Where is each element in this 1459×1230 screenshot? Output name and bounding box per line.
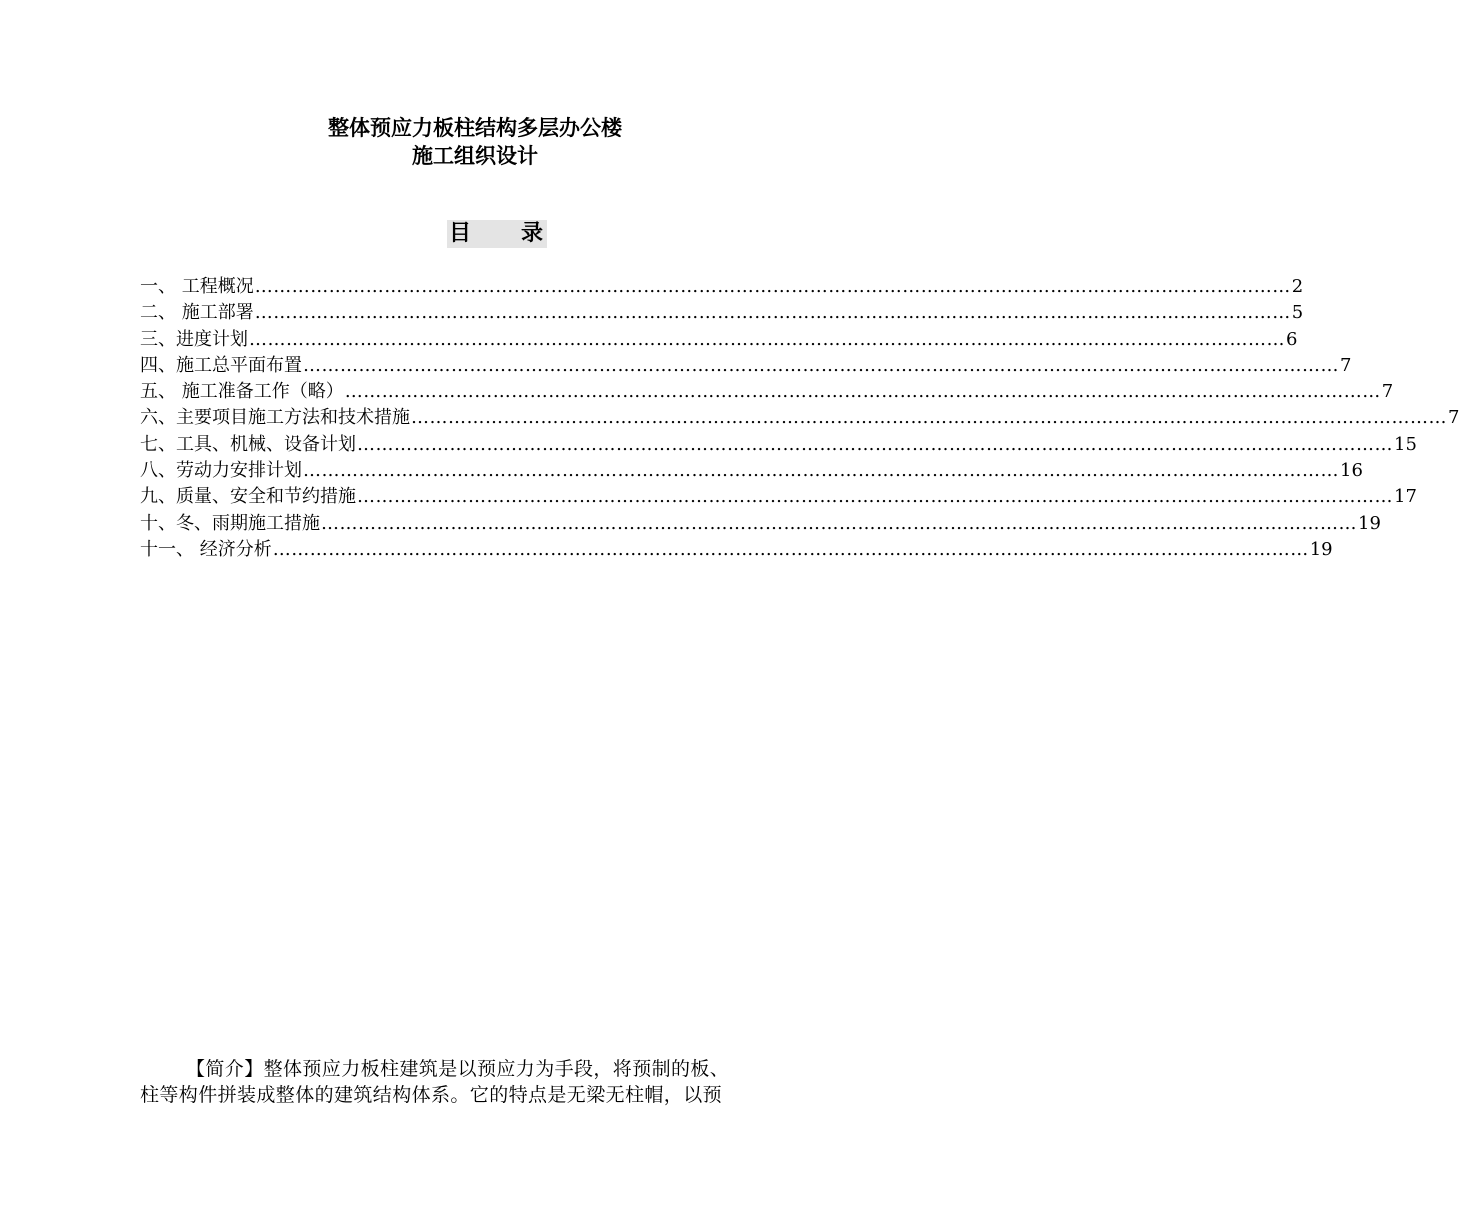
intro-line-1 <box>140 1056 812 1082</box>
toc-entry-page: 7 <box>1448 407 1459 429</box>
toc-heading <box>447 220 547 248</box>
table-of-contents <box>140 274 1459 563</box>
toc-entry[interactable] <box>140 405 1459 431</box>
toc-entry[interactable] <box>140 353 1352 379</box>
toc-entry-page: 7 <box>1340 354 1352 376</box>
toc-entry[interactable] <box>140 327 1298 353</box>
document-subtitle: 施工组织设计 <box>412 144 538 168</box>
toc-entry[interactable] <box>140 432 1417 458</box>
toc-entry-page: 7 <box>1381 381 1394 403</box>
toc-dot-leader: …………………………………………………………………………………………………………………………………………………… <box>254 302 1291 324</box>
toc-entry[interactable] <box>140 274 1304 300</box>
toc-entry[interactable] <box>140 511 1381 537</box>
toc-entry-page: 19 <box>1358 512 1381 534</box>
toc-dot-leader: …………………………………………………………………………………………………………………………………………………… <box>272 538 1309 560</box>
intro-line-2: 柱等构件拼装成整体的建筑结构体系。它的特点是无梁无柱帽，以预 <box>140 1084 723 1106</box>
toc-entry-page: 6 <box>1286 328 1298 350</box>
toc-dot-leader: …………………………………………………………………………………………………………………………………………………… <box>411 407 1447 429</box>
toc-dot-leader: …………………………………………………………………………………………………………………………………………………… <box>303 460 1339 482</box>
document-title: 整体预应力板柱结构多层办公楼 <box>328 116 622 140</box>
toc-entry-page: 16 <box>1340 460 1363 482</box>
toc-dot-leader: …………………………………………………………………………………………………………………………………………………… <box>254 276 1291 297</box>
toc-heading-char-1: 目 <box>449 221 472 246</box>
toc-entry[interactable] <box>140 537 1333 563</box>
toc-entry[interactable] <box>140 458 1363 484</box>
toc-entry-label: 六、主要项目施工方法和技术措施 <box>140 407 410 429</box>
toc-entry[interactable] <box>140 484 1417 510</box>
toc-dot-leader: …………………………………………………………………………………………………………………………………………………… <box>303 354 1339 376</box>
toc-dot-leader: …………………………………………………………………………………………………………………………………………………… <box>344 381 1381 403</box>
toc-entry-label: 八、劳动力安排计划 <box>140 460 302 482</box>
toc-entry-label: 十、冬、雨期施工措施 <box>140 512 320 534</box>
toc-entry-page: 19 <box>1309 538 1333 560</box>
intro-text-1: 【简介】整体预应力板柱建筑是以预应力为手段，将预制的板、 <box>186 1058 730 1080</box>
toc-entry-label: 一、 工程概况 <box>140 276 254 297</box>
toc-dot-leader: …………………………………………………………………………………………………………………………………………………… <box>357 486 1393 508</box>
toc-entry-label: 四、施工总平面布置 <box>140 354 302 376</box>
toc-entry[interactable] <box>140 379 1394 405</box>
toc-entry-label: 五、 施工准备工作（略） <box>140 381 344 403</box>
toc-dot-leader: …………………………………………………………………………………………………………………………………………………… <box>249 328 1285 350</box>
toc-entry-page: 15 <box>1394 433 1417 455</box>
toc-entry-label: 九、质量、安全和节约措施 <box>140 486 356 508</box>
toc-dot-leader: …………………………………………………………………………………………………………………………………………………… <box>357 433 1393 455</box>
toc-entry-label: 二、 施工部署 <box>140 302 254 324</box>
toc-entry-page: 17 <box>1394 486 1417 508</box>
intro-paragraph <box>140 1056 812 1108</box>
toc-dot-leader: …………………………………………………………………………………………………………………………………………………… <box>321 512 1357 534</box>
toc-entry-label: 三、进度计划 <box>140 328 248 350</box>
toc-entry-label: 七、工具、机械、设备计划 <box>140 433 356 455</box>
toc-entry-page: 2 <box>1291 276 1304 297</box>
toc-entry-label: 十一、 经济分析 <box>140 538 272 560</box>
toc-entry[interactable] <box>140 300 1304 326</box>
toc-entry-page: 5 <box>1291 302 1304 324</box>
toc-heading-char-2: 录 <box>521 221 544 246</box>
